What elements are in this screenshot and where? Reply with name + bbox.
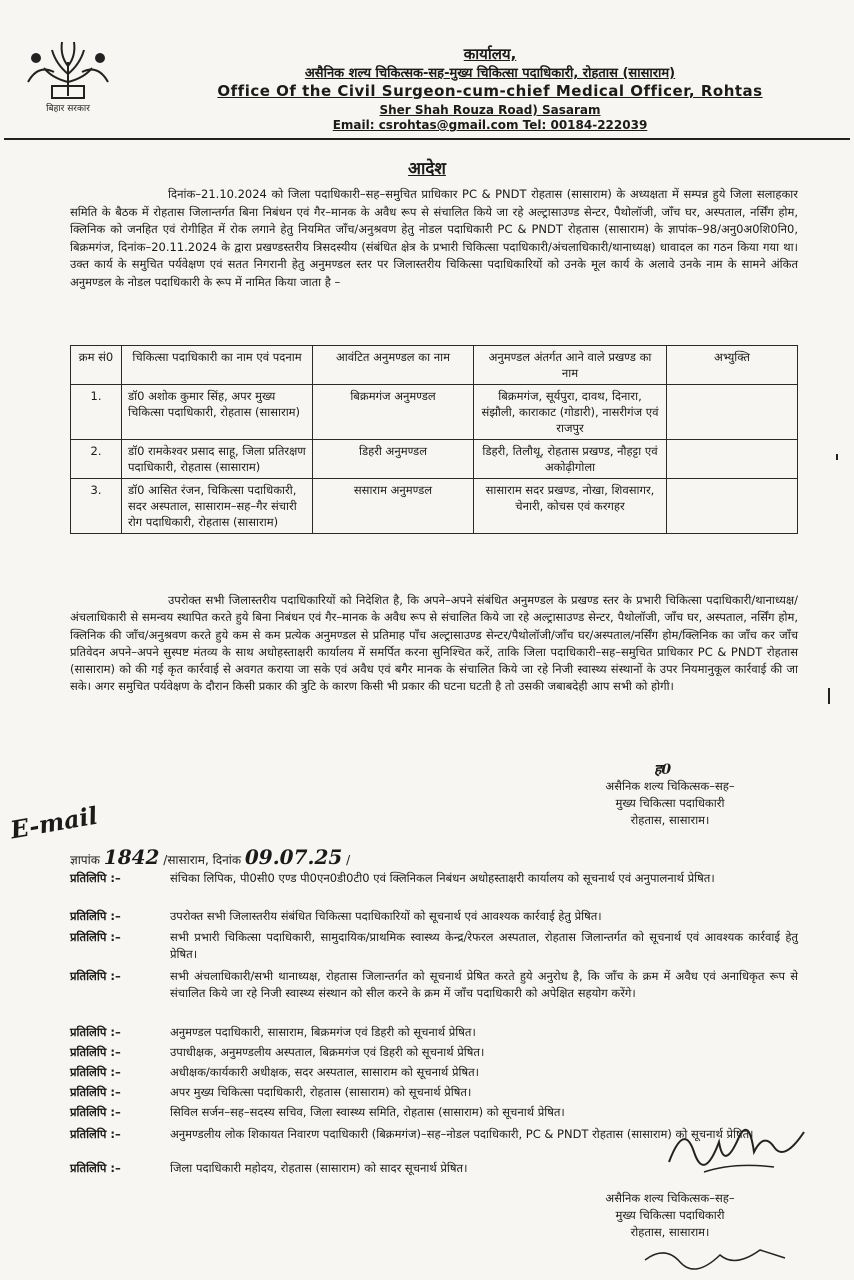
copy-label: प्रतिलिपि :– [70, 1085, 121, 1099]
office-name-english: Office Of the Civil Surgeon-cum-chief Medical Officer, Rohtas [217, 82, 763, 100]
table-row [71, 385, 798, 440]
copy-label: प्रतिलिपि :– [70, 1105, 121, 1119]
table-row [71, 479, 798, 534]
row-blocks: बिक्रमगंज, सूर्यपुरा, दावथ, दिनारा, संझौली, काराकाट (गोडारी), नासरीगंज एवं राजपुर [474, 385, 667, 440]
copy-label: प्रतिलिपि :– [70, 1127, 121, 1141]
handwritten-initials [640, 1240, 790, 1270]
row-officer: डॉ0 आसित रंजन, चिकित्सा पदाधिकारी, सदर अस्पताल, सासाराम–सह–गैर संचारी रोग पदाधिकारी, रोहतास (सासाराम) [122, 479, 313, 534]
memo-prefix: ज्ञापांक [70, 853, 100, 867]
copy-label: प्रतिलिपि :– [70, 909, 121, 923]
row-blocks: सासाराम सदर प्रखण्ड, नोखा, शिवसागर, चेनारी, कोचस एवं करगहर [474, 479, 667, 534]
copy-label: प्रतिलिपि :– [70, 969, 121, 983]
signature-line: रोहतास, सासाराम। [630, 1225, 710, 1239]
copy-text: सभी प्रभारी चिकित्सा पदाधिकारी, सामुदायिक/प्राथमिक स्वास्थ्य केन्द्र/रेफरल अस्पताल, रोहतास जिलान्तर्गत को सूचनार्थ एवं आवश्यक कार्रवाई हेतु प्रेषित। [170, 930, 798, 961]
row-subdivision: बिक्रमगंज अनुमण्डल [313, 385, 474, 440]
copy-text: सभी अंचलाधिकारी/सभी थानाध्यक्ष, रोहतास जिलान्तर्गत को सूचनार्थ प्रेषित करते हुये अनुरोध है, कि जाँच के क्रम में अवैध एवं अनाधिकृत रूप से संचालित किये जा रहे निजी स्वास्थ्य संस्थान को सील करने के क्रम में जाँच पदाधिकारी को अपेक्षित सहयोग करेंगे। [170, 969, 798, 1000]
office-address: Sher Shah Rouza Road) Sasaram [379, 103, 601, 117]
copy-text: अधीक्षक/कार्यकारी अधीक्षक, सदर अस्पताल, सासाराम को सूचनार्थ प्रेषित। [170, 1065, 480, 1079]
col-officer-header: चिकित्सा पदाधिकारी का नाम एवं पदनाम [122, 346, 313, 385]
row-blocks: डिहरी, तिलौथू, रोहतास प्रखण्ड, नौहट्टा एवं अकोढ़ीगोला [474, 440, 667, 479]
copy-text: अनुमण्डलीय लोक शिकायत निवारण पदाधिकारी (बिक्रमगंज)–सह–नोडल पदाधिकारी, PC & PNDT रोहतास (सासाराम) को सूचनार्थ प्रेषित। [170, 1127, 754, 1141]
table-row [71, 440, 798, 479]
header-divider [4, 138, 850, 140]
copy-text: उपाधीक्षक, अनुमण्डलीय अस्पताल, बिक्रमगंज एवं डिहरी को सूचनार्थ प्रेषित। [170, 1045, 485, 1059]
copy-label: प्रतिलिपि :– [70, 930, 121, 944]
margin-mark [828, 688, 830, 704]
signature-line: असैनिक शल्य चिकित्सक–सह– [605, 1191, 735, 1205]
copy-item [70, 870, 798, 887]
copy-item [70, 1064, 798, 1081]
copy-label: प्रतिलिपि :– [70, 1065, 121, 1079]
copy-label: प्रतिलिपि :– [70, 1045, 121, 1059]
signature-line: मुख्य चिकित्सा पदाधिकारी [615, 796, 725, 810]
nodal-officer-table [70, 345, 798, 534]
copy-text: अपर मुख्य चिकित्सा पदाधिकारी, रोहतास (सासाराम) को सूचनार्थ प्रेषित। [170, 1085, 472, 1099]
signature-block-1 [560, 778, 780, 829]
handwritten-email-note: E-mail [8, 800, 100, 845]
signature-initial: ह0 [654, 762, 672, 778]
copy-text: अनुमण्डल पदाधिकारी, सासाराम, बिक्रमगंज एवं डिहरी को सूचनार्थ प्रेषित। [170, 1025, 476, 1039]
office-title: कार्यालय, [463, 45, 517, 63]
order-paragraph-2: उपरोक्त सभी जिलास्तरीय पदाधिकारियों को निदेशित है, कि अपने–अपने संबंधित अनुमण्डल के प्रखण्ड स्तर के प्रभारी चिकित्सा पदाधिकारी/थानाध्यक्ष/अंचलाधिकारी से समन्वय स्थापित करते हुये बिना निबंधन एवं गैर–मानक के अवैध रूप से संचालित किये जा रहे अल्ट्रासाउण्ड सेन्टर, पैथोलॉजी, जाँच घर, अस्पताल, नर्सिंग होम, क्लिनिक की जाँच/अनुश्रवण करते हुये कम से कम प्रत्येक अनुमण्डल से प्रतिमाह पाँच अल्ट्रासाउण्ड सेन्टर/पैथोलॉजी/जाँच घर/अस्पताल/नर्सिंग होम/क्लिनिक का जाँच कर जाँच प्रतिवेदन अपने–अपने सुस्पष्ट मंतव्य के साथ अधोहस्ताक्षरी कार्यालय में समर्पित करना सुनिश्चित करें, ताकि जिला पदाधिकारी–सह–समुचित प्राधिकार PC & PNDT रोहतास (सासाराम) को की गई कृत कार्रवाई से अवगत कराया जा सके एवं अवैध एवं बगैर मानक के संचालित किये जा रहे निजी स्वास्थ्य संस्थानों के उपर नियमानुकूल कार्रवाई की जा सके। अगर समुचित पर्यवेक्षण के दौरान किसी प्रकार की त्रुटि के कारण किसी भी प्रकार की घटना घटती है तो उसकी जबाबदेही आप सभी को होगी। [70, 593, 798, 694]
copy-item [70, 1044, 798, 1061]
copy-label: प्रतिलिपि :– [70, 1025, 121, 1039]
copy-label: प्रतिलिपि :– [70, 871, 121, 885]
row-officer: डॉ0 रामकेश्वर प्रसाद साहू, जिला प्रतिरक्षण पदाधिकारी, रोहतास (सासाराम) [122, 440, 313, 479]
row-remark [667, 479, 798, 534]
copy-text: उपरोक्त सभी जिलास्तरीय संबंधित चिकित्सा पदाधिकारियों को सूचनार्थ एवं आवश्यक कार्रवाई हेतु प्रेषित। [170, 909, 602, 923]
col-remarks-header: अभ्युक्ति [667, 346, 798, 385]
row-serial: 3. [71, 479, 122, 534]
row-subdivision: डिहरी अनुमण्डल [313, 440, 474, 479]
copy-item [70, 1024, 798, 1041]
copy-text: सिविल सर्जन–सह–सदस्य सचिव, जिला स्वास्थ्य समिति, रोहतास (सासाराम) को सूचनार्थ प्रेषित। [170, 1105, 565, 1119]
memo-line [70, 845, 350, 869]
row-remark [667, 385, 798, 440]
copy-item [70, 1084, 798, 1101]
logo-caption: बिहार सरकार [46, 104, 90, 114]
memo-suffix: / [346, 853, 351, 867]
margin-mark [836, 454, 838, 460]
order-paragraph-1: दिनांक–21.10.2024 को जिला पदाधिकारी–सह–समुचित प्राधिकार PC & PNDT रोहतास (सासाराम) के अध्यक्षता में सम्पन्न हुये जिला सलाहकार समिति के बैठक में रोहतास जिलान्तर्गत बिना निबंधन एवं गैर–मानक के अवैध रूप से संचालित किये जा रहे अल्ट्रासाउण्ड सेन्टर, पैथोलॉजी, जाँच घर, अस्पताल, नर्सिंग होम, क्लिनिक को जनहित एवं रोगीहित में रोक लगाने हेतु नियमित जाँच/अनुश्रवण हेतु नोडल पदाधिकारी PC & PNDT रोहतास (सासाराम) के ज्ञापांक–98/अनु0अ0शि0नि0, बिक्रमगंज, दिनांक–20.11.2024 के द्वारा प्रखण्डस्तरीय त्रिसदस्यीय (संबंधित क्षेत्र के प्रभारी चिकित्सा पदाधिकारी/अंचलाधिकारी/थानाध्यक्ष) धावादल का गठन किया गया था। उक्त कार्य के समुचित पर्यवेक्षण एवं सतत निगरानी हेतु अनुमण्डल स्तर पर जिलास्तरीय चिकित्सा पदाधिकारियों को उनके मूल कार्य के अलावे उनके नाम के सामने अंकित अनुमण्डल के नोडल पदाधिकारी के रूप में नामित किया जाता है – [70, 187, 798, 289]
col-blocks-header: अनुमण्डल अंतर्गत आने वाले प्रखण्ड का नाम [474, 346, 667, 385]
copy-text: जिला पदाधिकारी महोदय, रोहतास (सासाराम) को सादर सूचनार्थ प्रेषित। [170, 1161, 468, 1175]
signature-line: मुख्य चिकित्सा पदाधिकारी [615, 1208, 725, 1222]
col-subdivision-header: आवंटित अनुमण्डल का नाम [313, 346, 474, 385]
row-subdivision: ससाराम अनुमण्डल [313, 479, 474, 534]
row-serial: 1. [71, 385, 122, 440]
signature-line: रोहतास, सासाराम। [630, 813, 710, 827]
memo-number: 1842 [103, 845, 160, 869]
office-name-hindi: असैनिक शल्य चिकित्सक-सह-मुख्य चिकित्सा पदाधिकारी, रोहतास (सासाराम) [304, 66, 676, 81]
copy-item [70, 908, 798, 925]
signature-block-2 [560, 1190, 780, 1241]
row-officer: डॉ0 अशोक कुमार सिंह, अपर मुख्य चिकित्सा पदाधिकारी, रोहतास (सासाराम) [122, 385, 313, 440]
copy-text: संचिका लिपिक, पी0सी0 एण्ड पी0एन0डी0टी0 एवं क्लिनिकल निबंधन अधोहस्ताक्षरी कार्यालय को सूचनार्थ एवं अनुपालनार्थ प्रेषित। [170, 871, 715, 885]
col-serial-header: क्रम सं0 [71, 346, 122, 385]
office-contact: Email: csrohtas@gmail.com Tel: 00184-222039 [332, 118, 648, 132]
row-serial: 2. [71, 440, 122, 479]
memo-date: 09.07.25 [244, 845, 343, 869]
bihar-emblem-logo [8, 34, 128, 114]
handwritten-signature [664, 1112, 814, 1182]
row-remark [667, 440, 798, 479]
copy-label: प्रतिलिपि :– [70, 1161, 121, 1175]
table-header-row [71, 346, 798, 385]
memo-middle: /सासाराम, दिनांक [163, 853, 242, 867]
copy-item [70, 929, 798, 963]
signature-line: असैनिक शल्य चिकित्सक–सह– [605, 779, 735, 793]
order-title: आदेश [408, 159, 446, 179]
copy-item [70, 968, 798, 1002]
